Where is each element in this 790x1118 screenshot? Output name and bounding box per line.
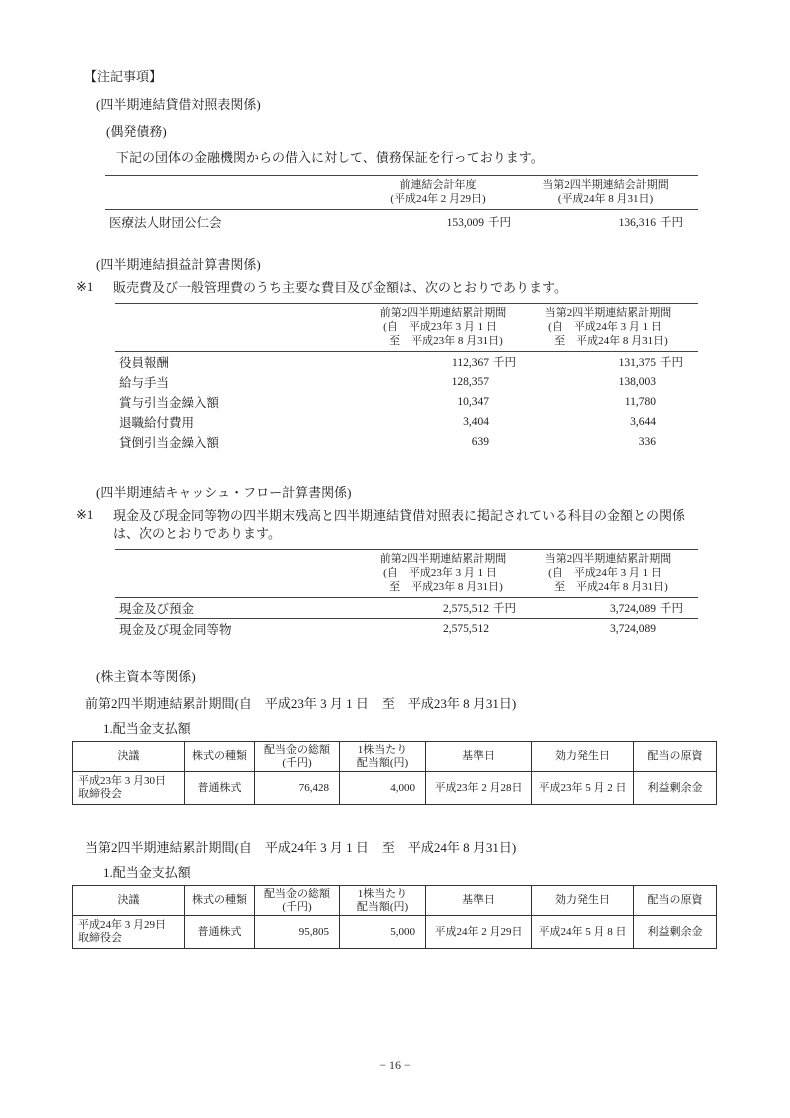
header-per-share: 1株当たり 配当額(円) [340, 886, 426, 916]
table-row: 役員報酬 112,367 千円 131,375 千円 [119, 356, 683, 370]
table-row: 現金及び預金 2,575,512 千円 3,724,089 千円 [119, 602, 683, 616]
effective-date-cell: 平成24年 5 月 8 日 [532, 916, 634, 949]
dividend-data-row [73, 772, 717, 805]
column-header-current: 当第2四半期連結会計期間 (平成24年 8 月31日) [542, 179, 669, 205]
header-dividend-source: 配当の原資 [634, 742, 717, 772]
current-period-heading: 当第2四半期連結累計期間(自 平成24年 3 月 1 日 至 平成24年 8 月31日) [85, 840, 517, 855]
cash-equivalents-table [115, 549, 698, 638]
header-resolution: 決議 [73, 886, 185, 916]
column-header-prior: 前第2四半期連結累計期間 (自 平成23年 3 月 1 日 至 平成23年 8 月31日) [379, 307, 507, 347]
note-marker: ※1 [76, 507, 94, 522]
dividend-header-row [73, 886, 717, 916]
column-header-prior: 前第2四半期連結累計期間 (自 平成23年 3 月 1 日 至 平成23年 8 月31日) [379, 553, 507, 593]
cash-flow-heading: (四半期連結キャッシュ・フロー計算書関係) [96, 485, 352, 500]
table-row: 貸倒引当金繰入額 639 336 [119, 436, 656, 450]
header-stock-type: 株式の種類 [185, 742, 255, 772]
table-row [105, 210, 698, 234]
stock-type-cell: 普通株式 [185, 772, 255, 805]
dividends-paid-label: 1.配当金支払額 [103, 865, 191, 880]
table-header-row [115, 550, 698, 598]
record-date-cell: 平成23年 2 月28日 [426, 772, 532, 805]
shareholders-equity-heading: (株主資本等関係) [96, 669, 196, 684]
record-date-cell: 平成24年 2 月29日 [426, 916, 532, 949]
header-effective-date: 効力発生日 [532, 742, 634, 772]
contingent-description: 下記の団体の金融機関からの借入に対して、債務保証を行っております。 [116, 150, 544, 165]
notes-title: 【注記事項】 [84, 69, 163, 84]
effective-date-cell: 平成23年 5 月 2 日 [532, 772, 634, 805]
cash-flow-note [76, 507, 724, 543]
header-total-dividends: 配当金の総額 (千円) [255, 886, 340, 916]
note-text: 販売費及び一般管理費のうち主要な費目及び金額は、次のとおりであります。 [113, 280, 567, 295]
dividend-source-cell: 利益剰余金 [634, 772, 717, 805]
header-record-date: 基準日 [426, 742, 532, 772]
dividend-table-prior [72, 741, 717, 805]
page-number: − 16 − [379, 1058, 411, 1072]
dividend-source-cell: 利益剰余金 [634, 916, 717, 949]
resolution-cell: 平成24年 3 月29日 取締役会 [73, 916, 185, 949]
header-stock-type: 株式の種類 [185, 886, 255, 916]
contingent-liabilities-heading: (偶発債務) [106, 124, 167, 139]
header-per-share: 1株当たり 配当額(円) [340, 742, 426, 772]
total-dividends-cell: 95,805 [255, 916, 340, 949]
dividend-header-row [73, 742, 717, 772]
dividends-paid-label: 1.配当金支払額 [103, 721, 191, 736]
header-dividend-source: 配当の原資 [634, 886, 717, 916]
column-header-current: 当第2四半期連結累計期間 (自 平成24年 3 月 1 日 至 平成24年 8 月31日) [544, 307, 672, 347]
table-header-row [105, 176, 698, 210]
dividend-data-row [73, 916, 717, 949]
header-effective-date: 効力発生日 [532, 886, 634, 916]
note-text: 現金及び現金同等物の四半期末残高と四半期連結貸借対照表に掲記されている科目の金額との関係 は、次のとおりであります。 [113, 508, 686, 541]
dividend-table-current [72, 885, 717, 949]
contingent-liabilities-table [105, 175, 698, 234]
header-record-date: 基準日 [426, 886, 532, 916]
sga-expenses-table [115, 303, 698, 452]
prior-period-heading: 前第2四半期連結累計期間(自 平成23年 3 月 1 日 至 平成23年 8 月31日) [85, 696, 517, 711]
per-share-cell: 5,000 [340, 916, 426, 949]
column-header-current: 当第2四半期連結累計期間 (自 平成24年 3 月 1 日 至 平成24年 8 月31日) [544, 553, 672, 593]
balance-sheet-heading: (四半期連結貸借対照表関係) [96, 97, 261, 112]
column-header-prior: 前連結会計年度 (平成24年 2 月29日) [390, 179, 486, 205]
total-dividends-cell: 76,428 [255, 772, 340, 805]
table-row: 退職給付費用 3,404 3,644 [119, 416, 656, 430]
income-statement-note [76, 279, 724, 297]
resolution-cell: 平成23年 3 月30日 取締役会 [73, 772, 185, 805]
row-label: 医療法人財団公仁会 [109, 216, 222, 230]
table-header-row [115, 304, 698, 352]
header-resolution: 決議 [73, 742, 185, 772]
header-total-dividends: 配当金の総額 (千円) [255, 742, 340, 772]
income-statement-heading: (四半期連結損益計算書関係) [96, 257, 261, 272]
stock-type-cell: 普通株式 [185, 916, 255, 949]
value-prior: 153,009 千円 [446, 217, 511, 229]
table-row: 現金及び現金同等物 2,575,512 3,724,089 [115, 618, 698, 638]
table-row: 給与手当 128,357 138,003 [119, 376, 656, 390]
per-share-cell: 4,000 [340, 772, 426, 805]
value-current: 136,316 千円 [618, 217, 683, 229]
table-row: 賞与引当金繰入額 10,347 11,780 [119, 396, 656, 410]
note-marker: ※1 [76, 279, 94, 294]
